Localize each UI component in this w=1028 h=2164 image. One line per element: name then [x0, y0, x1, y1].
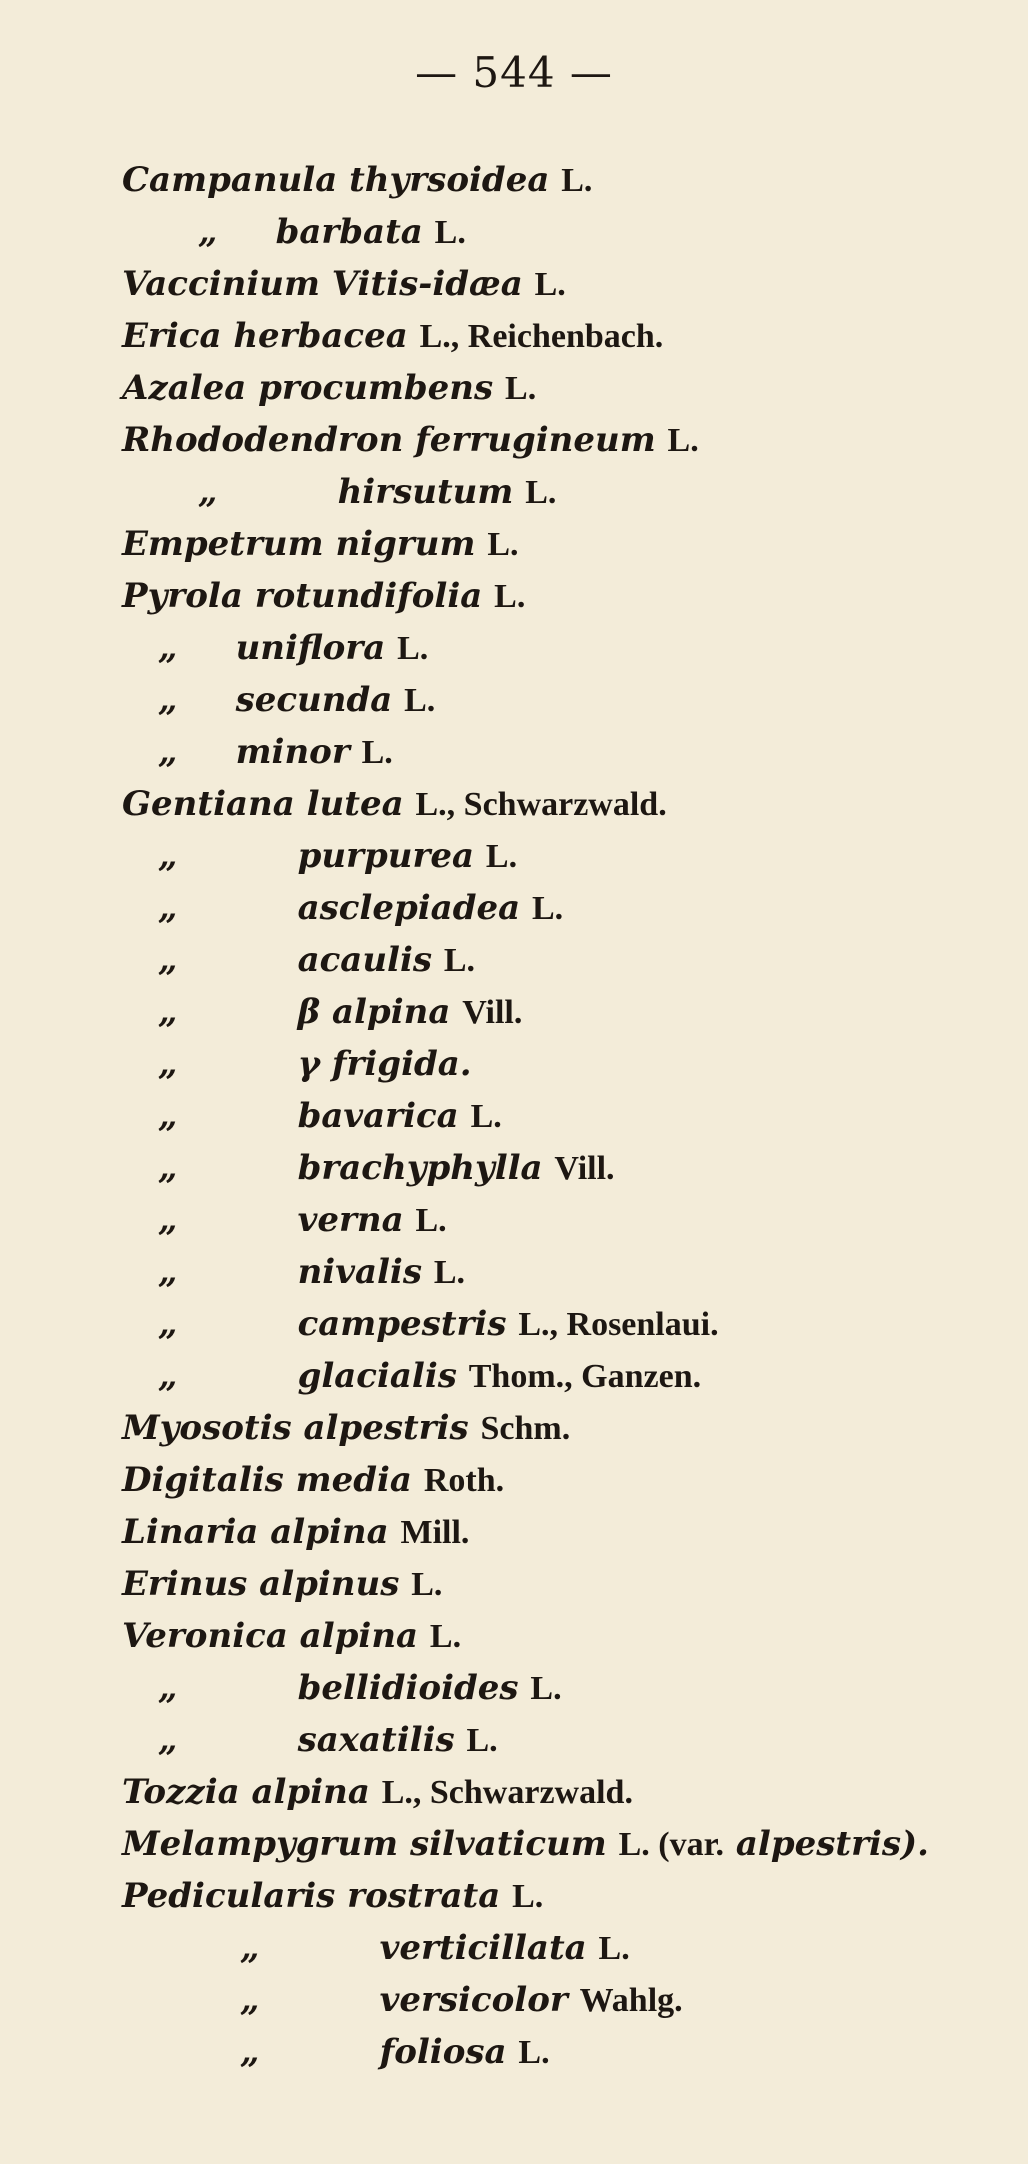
list-item	[122, 1460, 504, 1501]
species-name: hirsutum	[337, 472, 514, 512]
species-authority: L.	[518, 2034, 550, 2071]
species-name: foliosa	[379, 2032, 507, 2072]
species-name: brachyphylla	[297, 1148, 543, 1188]
species-authority: L., Schwarzwald.	[381, 1774, 633, 1811]
species-name: verticillata	[379, 1928, 587, 1968]
species-authority: L.	[485, 838, 518, 875]
species-name: bavarica	[297, 1096, 459, 1136]
list-item	[122, 1148, 615, 1189]
list-item	[122, 524, 519, 565]
species-name: Rhododendron ferrugineum	[122, 420, 656, 460]
species-authority: L.	[429, 1618, 462, 1655]
list-item	[122, 212, 466, 253]
species-authority: L.	[494, 578, 526, 615]
species-name: versicolor	[379, 1980, 568, 2020]
list-item	[122, 784, 667, 825]
list-item	[122, 1304, 719, 1345]
ditto-mark: „	[158, 1044, 178, 1084]
ditto-mark: „	[158, 1720, 178, 1760]
species-authority: L.	[487, 526, 519, 563]
ditto-mark: „	[158, 1148, 178, 1188]
ditto-mark: „	[198, 472, 218, 512]
species-authority: Vill.	[554, 1150, 615, 1187]
species-name: Melampygrum silvaticum	[122, 1824, 607, 1864]
species-authority: L.	[525, 474, 557, 511]
species-name: Pyrola rotundifolia	[122, 576, 483, 616]
species-authority: Mill.	[400, 1514, 470, 1551]
ditto-mark: „	[158, 940, 178, 980]
list-item	[122, 368, 536, 409]
species-name: glacialis	[297, 1356, 457, 1396]
species-authority: L.	[443, 942, 476, 979]
ditto-mark: „	[240, 2032, 260, 2072]
list-item	[122, 628, 428, 669]
list-item	[122, 316, 663, 357]
species-name: minor	[235, 732, 350, 772]
species-name: Linaria alpina	[122, 1512, 389, 1552]
list-item	[122, 732, 393, 773]
page-number: — 544 —	[415, 48, 613, 97]
species-authority: L.	[361, 734, 393, 771]
species-name: secunda	[235, 680, 393, 720]
list-item	[122, 1200, 447, 1241]
list-item	[122, 1356, 701, 1397]
species-name: uniflora	[235, 628, 386, 668]
species-authority: L., Schwarzwald.	[415, 786, 667, 823]
ditto-mark: „	[240, 1928, 260, 1968]
species-authority: L., Rosenlaui.	[518, 1306, 719, 1343]
list-item	[122, 1252, 465, 1293]
list-item	[122, 160, 592, 201]
species-authority: Schm.	[480, 1410, 571, 1447]
ditto-mark: „	[158, 1096, 178, 1136]
species-authority: L. (var.	[618, 1826, 725, 1863]
species-authority: Thom., Ganzen.	[468, 1358, 702, 1395]
species-name: Pedicularis rostrata	[122, 1876, 501, 1916]
ditto-mark: „	[158, 628, 178, 668]
species-authority: L.	[598, 1930, 630, 1967]
list-item	[122, 576, 525, 617]
species-authority: L.	[411, 1566, 443, 1603]
list-item	[122, 1980, 683, 2021]
ditto-mark: „	[158, 992, 178, 1032]
ditto-mark: „	[158, 1252, 178, 1292]
species-name: Empetrum nigrum	[122, 524, 476, 564]
species-name: purpurea	[297, 836, 475, 876]
species-authority: L.	[397, 630, 429, 667]
species-authority: L.	[505, 370, 537, 407]
list-item	[122, 1564, 442, 1605]
species-authority: L.	[512, 1878, 544, 1915]
species-authority: L.	[415, 1202, 447, 1239]
ditto-mark: „	[158, 732, 178, 772]
list-item	[122, 1668, 562, 1709]
variety-name: alpestris).	[735, 1824, 929, 1864]
species-name: Digitalis media	[122, 1460, 412, 1500]
list-item	[122, 680, 435, 721]
species-name: Erica herbacea	[122, 316, 408, 356]
species-name: Campanula thyrsoidea	[122, 160, 550, 200]
ditto-mark: „	[240, 1980, 260, 2020]
species-name: β alpina	[297, 992, 451, 1032]
list-item	[122, 1096, 502, 1137]
ditto-mark: „	[158, 1356, 178, 1396]
list-item	[122, 420, 699, 461]
ditto-mark: „	[158, 1668, 178, 1708]
species-name: Tozzia alpina	[122, 1772, 370, 1812]
ditto-mark: „	[158, 1304, 178, 1344]
species-authority: L.	[530, 1670, 562, 1707]
ditto-mark: „	[158, 680, 178, 720]
species-authority: L.	[470, 1098, 502, 1135]
list-item	[122, 1772, 633, 1813]
species-name: acaulis	[297, 940, 433, 980]
species-name: asclepiadea	[297, 888, 521, 928]
ditto-mark: „	[158, 836, 178, 876]
species-name: verna	[297, 1200, 404, 1240]
list-item	[122, 1408, 570, 1449]
species-name: saxatilis	[297, 1720, 455, 1760]
list-item	[122, 1512, 469, 1553]
species-authority: L.	[534, 266, 566, 303]
list-item	[122, 940, 475, 981]
species-name: bellidioides	[297, 1668, 519, 1708]
species-authority: L.	[466, 1722, 498, 1759]
list-item	[122, 1928, 630, 1969]
ditto-mark: „	[158, 888, 178, 928]
species-name: nivalis	[297, 1252, 422, 1292]
list-item	[122, 264, 566, 305]
species-authority: Wahlg.	[579, 1982, 683, 2019]
list-item	[122, 1616, 461, 1657]
species-name: barbata	[275, 212, 423, 252]
list-item	[122, 472, 556, 513]
species-authority: L.	[531, 890, 564, 927]
species-name: campestris	[297, 1304, 507, 1344]
species-name: Azalea procumbens	[122, 368, 494, 408]
species-name: Gentiana lutea	[122, 784, 404, 824]
ditto-mark: „	[158, 1200, 178, 1240]
species-authority: L.	[404, 682, 436, 719]
species-authority: L.	[434, 214, 466, 251]
species-authority: L.	[667, 422, 699, 459]
list-item	[122, 836, 517, 877]
species-authority: Roth.	[423, 1462, 505, 1499]
list-item	[122, 1720, 498, 1761]
species-name: Erinus alpinus	[122, 1564, 400, 1604]
species-authority: L., Reichenbach.	[419, 318, 664, 355]
list-item	[122, 1044, 472, 1085]
list-item	[122, 1824, 929, 1865]
species-authority: L.	[433, 1254, 465, 1291]
species-authority: L.	[561, 162, 593, 199]
list-item	[122, 1876, 543, 1917]
list-item	[122, 992, 522, 1033]
list-item	[122, 888, 563, 929]
species-name: Veronica alpina	[122, 1616, 419, 1656]
list-item	[122, 2032, 550, 2073]
species-authority: Vill.	[462, 994, 523, 1031]
ditto-mark: „	[198, 212, 218, 252]
species-name: Vaccinium Vitis-idæa	[122, 264, 523, 304]
species-name: Myosotis alpestris	[122, 1408, 469, 1448]
species-name: γ frigida.	[297, 1044, 472, 1084]
